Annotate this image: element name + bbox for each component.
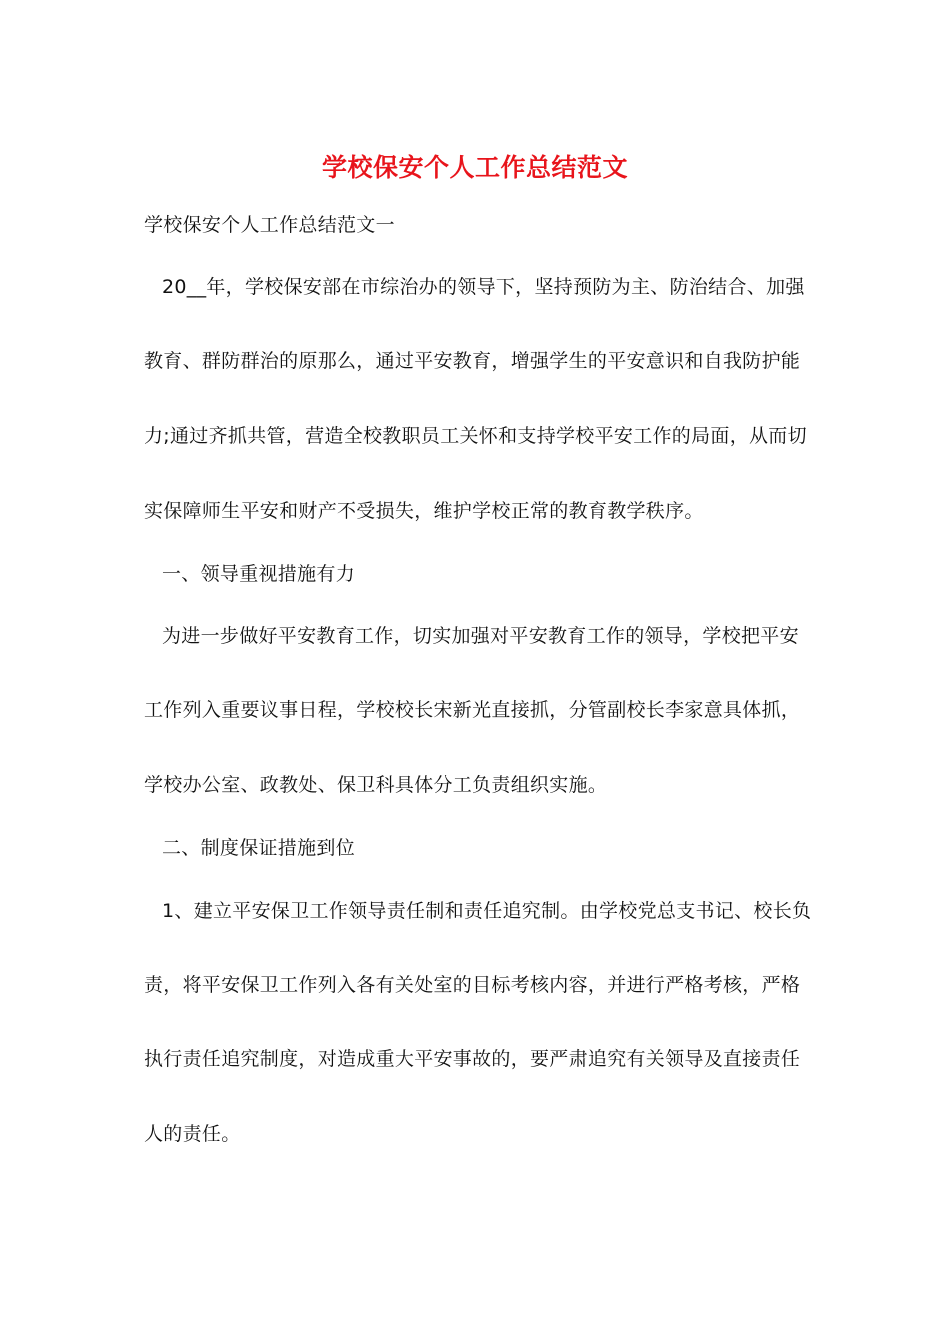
paragraph-line: 力;通过齐抓共管，营造全校教职员工关怀和支持学校平安工作的局面，从而切	[144, 425, 807, 447]
paragraph-line: 责，将平安保卫工作列入各有关处室的目标考核内容，并进行严格考核，严格	[144, 974, 801, 996]
paragraph-line: 人的责任。	[144, 1123, 241, 1145]
section-heading: 二、制度保证措施到位	[162, 837, 356, 859]
paragraph-line: 20__年，学校保安部在市综治办的领导下，坚持预防为主、防治结合、加强	[162, 276, 805, 298]
paragraph-line: 为进一步做好平安教育工作，切实加强对平安教育工作的领导，学校把平安	[162, 625, 799, 647]
section-heading: 一、领导重视措施有力	[162, 563, 356, 585]
paragraph-line: 执行责任追究制度，对造成重大平安事故的，要严肃追究有关领导及直接责任	[144, 1048, 801, 1070]
paragraph-line: 实保障师生平安和财产不受损失，维护学校正常的教育教学秩序。	[144, 500, 704, 522]
paragraph-line: 工作列入重要议事日程，学校校长宋新光直接抓，分管副校长李家意具体抓，	[144, 699, 801, 721]
document-title: 学校保安个人工作总结范文	[321, 153, 628, 182]
paragraph-line: 教育、群防群治的原那么，通过平安教育，增强学生的平安意识和自我防护能	[144, 350, 801, 372]
paragraph-line: 1、建立平安保卫工作领导责任制和责任追究制。由学校党总支书记、校长负	[162, 900, 812, 922]
paragraph-line: 学校办公室、政教处、保卫科具体分工负责组织实施。	[144, 774, 608, 796]
section-heading: 学校保安个人工作总结范文一	[144, 214, 395, 236]
